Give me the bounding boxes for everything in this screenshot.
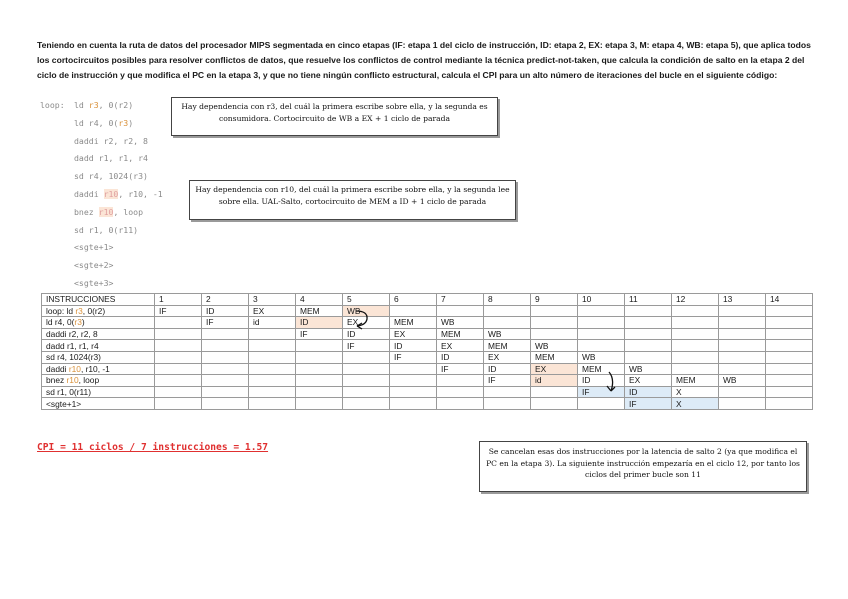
stage-cell: ID <box>343 328 390 340</box>
stage-cell <box>578 317 625 329</box>
stage-cell <box>766 317 813 329</box>
stage-cell: MEM <box>672 375 719 387</box>
stage-cell <box>531 317 578 329</box>
instruction-text: loop: ld <box>46 305 76 316</box>
stage-cell: IF <box>296 328 343 340</box>
stage-cell <box>672 328 719 340</box>
cpi-result: CPI = 11 ciclos / 7 instrucciones = 1.57 <box>37 442 269 453</box>
code-text: <sgte+3> <box>74 277 114 288</box>
stage-cell: ID <box>625 386 672 398</box>
stage-cell <box>484 305 531 317</box>
stage-cell <box>437 305 484 317</box>
stage-cell <box>296 398 343 410</box>
stage-cell <box>531 328 578 340</box>
code-line <box>40 118 163 136</box>
code-text: ld r4, 0( <box>74 117 119 128</box>
problem-statement: Teniendo en cuenta la ruta de datos del procesador MIPS segmentada en cinco etapas (IF: etapa 1 del ciclo de instrucción, ID: etapa 2, EX: etapa 3, M: etapa 4, WB: etapa 5), que aplica todos los cortocircuitos posibles para resolver conflictos de datos, que resuelve los conflictos de control mediante la técnica predict-not-taken, que calcula la condición de salto en la etapa 2 del ciclo de instrucción y que modifica el PC en la etapa 3, y que no tiene ningún conflicto estructural, calcula el CPI para un alto número de iteraciones del bucle en el siguiente código: <box>37 40 811 80</box>
instruction-text: ld r4, 0( <box>46 317 75 328</box>
header-cell: 9 <box>531 294 578 306</box>
header-cell: 1 <box>155 294 202 306</box>
header-cell: 13 <box>719 294 766 306</box>
stage-cell <box>484 398 531 410</box>
stage-cell: IF <box>484 375 531 387</box>
stage-cell <box>766 340 813 352</box>
stage-cell: ID <box>484 363 531 375</box>
table-row <box>42 305 813 317</box>
instruction-text: ) <box>81 317 85 328</box>
stage-cell <box>390 386 437 398</box>
header-cell: 3 <box>249 294 296 306</box>
instruction-cell <box>42 375 155 387</box>
stage-cell: WB <box>531 340 578 352</box>
stage-cell <box>531 305 578 317</box>
table-row <box>42 317 813 329</box>
stage-cell: X <box>672 398 719 410</box>
stage-cell <box>672 340 719 352</box>
code-line <box>40 242 163 260</box>
stage-cell <box>719 351 766 363</box>
stage-cell: WB <box>343 305 390 317</box>
stage-cell <box>390 363 437 375</box>
instruction-text: dadd r1, r1, r4 <box>46 340 99 351</box>
stage-cell: IF <box>343 340 390 352</box>
table-row <box>42 398 813 410</box>
stage-cell <box>437 375 484 387</box>
stage-cell <box>531 398 578 410</box>
instruction-cell <box>42 363 155 375</box>
stage-cell <box>719 398 766 410</box>
stage-cell <box>531 386 578 398</box>
code-text: , loop <box>113 206 144 217</box>
stage-cell: id <box>249 317 296 329</box>
code-text: , r10, -1 <box>118 188 163 199</box>
code-label: loop: <box>40 100 65 110</box>
stage-cell <box>766 398 813 410</box>
code-line <box>40 189 163 207</box>
stage-cell <box>155 386 202 398</box>
code-text: bnez <box>74 206 99 217</box>
instruction-text: , 0(r2) <box>82 305 106 316</box>
stage-cell <box>625 328 672 340</box>
code-text: ld <box>74 100 89 110</box>
code-register-highlight: r3 <box>118 117 129 128</box>
stage-cell <box>155 340 202 352</box>
stage-cell: EX <box>437 340 484 352</box>
stage-cell: IF <box>625 398 672 410</box>
stage-cell <box>672 305 719 317</box>
stage-cell: X <box>672 386 719 398</box>
code-text: dadd r1, r1, r4 <box>74 153 148 164</box>
instruction-text: daddi <box>46 363 69 374</box>
code-listing <box>40 100 163 296</box>
instruction-text: daddi r2, r2, 8 <box>46 329 98 340</box>
code-line <box>40 225 163 243</box>
stage-cell <box>249 398 296 410</box>
stage-cell: WB <box>578 351 625 363</box>
code-text: , 0(r2) <box>98 100 134 110</box>
stage-cell <box>343 363 390 375</box>
header-cell: 4 <box>296 294 343 306</box>
stage-cell <box>766 386 813 398</box>
instruction-text: bnez <box>46 375 67 386</box>
stage-cell <box>155 363 202 375</box>
code-line <box>40 136 163 154</box>
code-line <box>40 171 163 189</box>
table-row <box>42 363 813 375</box>
stage-cell <box>719 305 766 317</box>
stage-cell <box>296 351 343 363</box>
register-highlight: r10 <box>68 363 81 374</box>
stage-cell <box>202 351 249 363</box>
stage-cell <box>202 340 249 352</box>
stage-cell <box>296 340 343 352</box>
stage-cell: EX <box>484 351 531 363</box>
stage-cell: WB <box>719 375 766 387</box>
stage-cell <box>672 363 719 375</box>
code-text: <sgte+1> <box>74 242 114 253</box>
stage-cell: MEM <box>578 363 625 375</box>
stage-cell <box>672 317 719 329</box>
stage-cell: WB <box>625 363 672 375</box>
stage-cell <box>343 386 390 398</box>
instruction-cell <box>42 386 155 398</box>
table-row <box>42 386 813 398</box>
instruction-text: <sgte+1> <box>46 398 82 409</box>
stage-cell: IF <box>578 386 625 398</box>
stage-cell <box>719 328 766 340</box>
code-line <box>40 100 163 118</box>
stage-cell <box>155 375 202 387</box>
stage-cell <box>155 328 202 340</box>
stage-cell: WB <box>437 317 484 329</box>
stage-cell: MEM <box>296 305 343 317</box>
stage-cell <box>625 305 672 317</box>
header-cell: 8 <box>484 294 531 306</box>
stage-cell <box>625 317 672 329</box>
stage-cell: MEM <box>390 317 437 329</box>
pipeline-table <box>41 293 813 410</box>
stage-cell <box>343 375 390 387</box>
stage-cell <box>202 328 249 340</box>
stage-cell <box>625 351 672 363</box>
stage-cell <box>766 351 813 363</box>
stage-cell: ID <box>390 340 437 352</box>
stage-cell <box>437 386 484 398</box>
stage-cell <box>578 398 625 410</box>
stage-cell <box>766 363 813 375</box>
stage-cell <box>390 305 437 317</box>
stage-cell: IF <box>202 317 249 329</box>
stage-cell: MEM <box>531 351 578 363</box>
stage-cell: ID <box>202 305 249 317</box>
stage-cell <box>719 317 766 329</box>
stage-cell <box>249 363 296 375</box>
code-text: ) <box>128 117 134 128</box>
stage-cell <box>202 398 249 410</box>
forwarding-arrow-icon <box>354 308 374 332</box>
stage-cell <box>202 363 249 375</box>
header-cell: 10 <box>578 294 625 306</box>
table-row <box>42 375 813 387</box>
stage-cell <box>625 340 672 352</box>
code-register-highlight: r10 <box>103 188 119 199</box>
stage-cell: EX <box>390 328 437 340</box>
stage-cell <box>249 351 296 363</box>
stage-cell: ID <box>437 351 484 363</box>
table-row <box>42 340 813 352</box>
stage-cell <box>766 375 813 387</box>
stage-cell <box>202 375 249 387</box>
stage-cell <box>578 328 625 340</box>
register-highlight: r3 <box>74 317 82 328</box>
code-register-highlight: r3 <box>88 100 99 110</box>
header-cell: 2 <box>202 294 249 306</box>
code-text: <sgte+2> <box>74 260 114 271</box>
stage-cell: IF <box>155 305 202 317</box>
stage-cell <box>578 305 625 317</box>
note-cancelled-instructions: Se cancelan esas dos instrucciones por la latencia de salto 2 (ya que modifica el PC en la etapa 3). La siguiente instrucción empezaría en el ciclo 12, por tanto los ciclos del primer bucle son 11 <box>479 441 807 492</box>
table-row <box>42 328 813 340</box>
stage-cell <box>390 398 437 410</box>
stage-cell: EX <box>531 363 578 375</box>
stage-cell <box>437 398 484 410</box>
instruction-text: sd r4, 1024(r3) <box>46 352 101 363</box>
stage-cell <box>578 340 625 352</box>
stage-cell <box>719 363 766 375</box>
stage-cell <box>719 340 766 352</box>
stage-cell <box>202 386 249 398</box>
instruction-text: sd r1, 0(r11) <box>46 387 91 398</box>
note-r3-dependency: Hay dependencia con r3, del cuál la primera escribe sobre ella, y la segunda es consumidora. Cortocircuito de WB a EX + 1 ciclo de parada <box>171 97 498 136</box>
register-highlight: r3 <box>75 305 83 316</box>
register-highlight: r10 <box>66 375 79 386</box>
stage-cell: EX <box>249 305 296 317</box>
code-text: sd r1, 0(r11) <box>74 224 139 235</box>
header-cell: INSTRUCCIONES <box>42 294 155 306</box>
stage-cell <box>719 386 766 398</box>
instruction-cell <box>42 317 155 329</box>
stage-cell <box>343 351 390 363</box>
stage-cell <box>155 317 202 329</box>
stage-cell <box>296 375 343 387</box>
stage-cell: id <box>531 375 578 387</box>
stage-cell <box>343 398 390 410</box>
code-line <box>40 260 163 278</box>
instruction-cell <box>42 328 155 340</box>
header-cell: 6 <box>390 294 437 306</box>
stage-cell <box>296 386 343 398</box>
table-row <box>42 351 813 363</box>
header-cell: 12 <box>672 294 719 306</box>
stage-cell <box>155 351 202 363</box>
stage-cell <box>249 375 296 387</box>
instruction-text: , loop <box>78 375 100 386</box>
instruction-cell <box>42 351 155 363</box>
header-cell: 14 <box>766 294 813 306</box>
stage-cell <box>766 328 813 340</box>
stage-cell <box>296 363 343 375</box>
stage-cell <box>249 340 296 352</box>
code-text: daddi r2, r2, 8 <box>74 135 148 146</box>
code-text: sd r4, 1024(r3) <box>74 171 148 182</box>
header-cell: 11 <box>625 294 672 306</box>
stage-cell: IF <box>437 363 484 375</box>
header-cell: 5 <box>343 294 390 306</box>
header-cell: 7 <box>437 294 484 306</box>
stage-cell: MEM <box>437 328 484 340</box>
stage-cell: MEM <box>484 340 531 352</box>
code-line <box>40 207 163 225</box>
table-header-row <box>42 294 813 306</box>
stage-cell: EX <box>343 317 390 329</box>
stage-cell <box>672 351 719 363</box>
stage-cell: IF <box>390 351 437 363</box>
stage-cell <box>249 328 296 340</box>
stage-cell <box>484 386 531 398</box>
stage-cell: ID <box>296 317 343 329</box>
stage-cell: WB <box>484 328 531 340</box>
instruction-cell <box>42 398 155 410</box>
stage-cell: EX <box>625 375 672 387</box>
code-register-highlight: r10 <box>98 206 114 217</box>
forwarding-arrow-icon <box>597 369 627 399</box>
stage-cell: ID <box>578 375 625 387</box>
note-r10-dependency: Hay dependencia con r10, del cuál la primera escribe sobre ella, y la segunda lee sobre ella. UAL-Salto, cortocircuito de MEM a ID + 1 ciclo de parada <box>189 180 516 220</box>
code-line <box>40 153 163 171</box>
stage-cell <box>766 305 813 317</box>
stage-cell <box>390 375 437 387</box>
stage-cell <box>484 317 531 329</box>
stage-cell <box>155 398 202 410</box>
stage-cell <box>249 386 296 398</box>
code-text: daddi <box>74 188 104 199</box>
instruction-cell <box>42 340 155 352</box>
instruction-cell <box>42 305 155 317</box>
instruction-text: , r10, -1 <box>80 363 110 374</box>
